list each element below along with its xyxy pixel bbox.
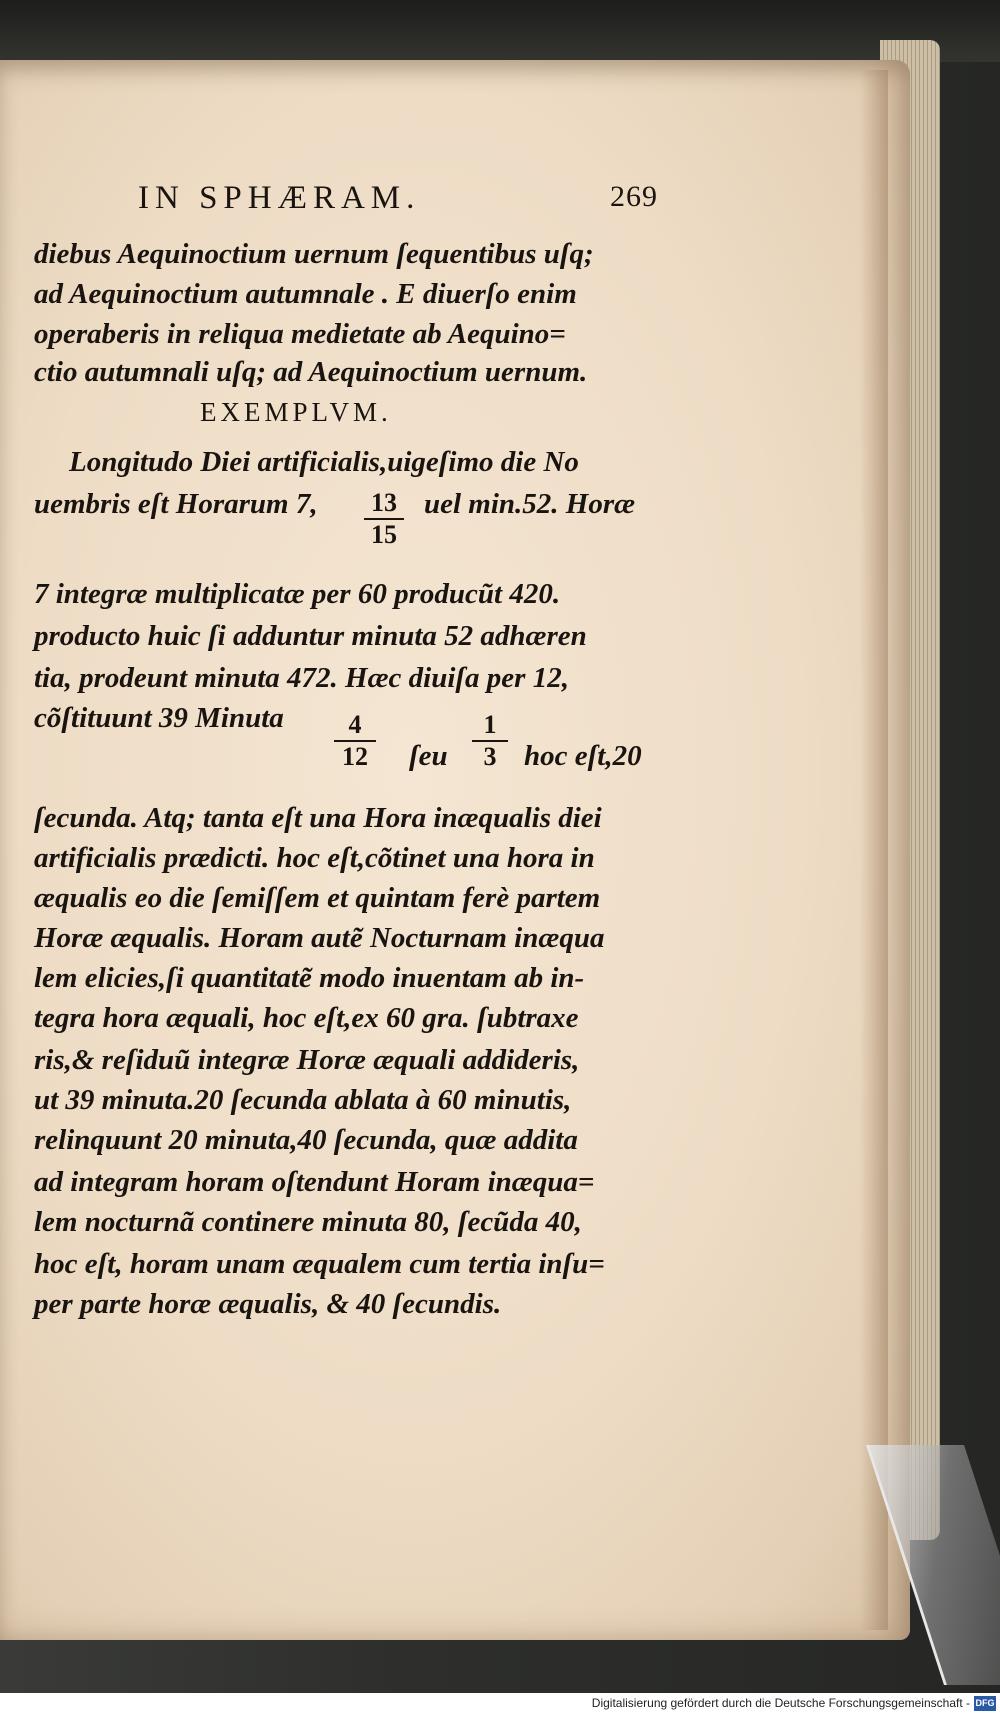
text-line: hoc eſt, horam unam æqualem cum tertia inſu=	[34, 1248, 605, 1280]
text-line: tia, prodeunt minuta 472. Hæc diuiſa per 12,	[34, 662, 569, 694]
text-line: ut 39 minuta.20 ſecunda ablata à 60 minutis,	[34, 1084, 572, 1116]
section-heading: EXEMPLVM.	[200, 397, 392, 427]
fraction-numerator: 13	[371, 488, 397, 517]
text-line: ctio autumnali uſq; ad Aequinoctium uernum.	[34, 356, 588, 388]
text-line: producto huic ſi adduntur minuta 52 adhæren	[34, 620, 587, 652]
fraction-4-12	[334, 712, 376, 770]
text-line: tegra hora æquali, hoc eſt,ex 60 gra. ſubtraxe	[34, 1002, 579, 1034]
text-line: Longitudo Diei artificialis,uigeſimo die No	[69, 446, 579, 478]
text-line: lem elicies,ſi quantitatẽ modo inuentam ab in-	[34, 962, 585, 994]
fraction-numerator: 1	[483, 710, 497, 739]
text-line: 7 integræ multiplicatæ per 60 producũt 420.	[34, 578, 561, 610]
page-shadow	[860, 70, 888, 1630]
text-line: ſecunda. Atq; tanta eſt una Hora inæqualis diei	[34, 802, 602, 834]
text-line: diebus Aequinoctium uernum ſequentibus uſq;	[34, 238, 594, 270]
footer-bar	[0, 1693, 1000, 1715]
footer-credit: Digitalisierung gefördert durch die Deutsche Forschungsgemeinschaft -	[591, 1696, 970, 1710]
text-line: per parte horæ æqualis, & 40 ſecundis.	[34, 1288, 502, 1320]
text-line: hoc eſt,20	[524, 740, 642, 772]
text-line: uel min.52. Horæ	[424, 488, 636, 520]
text-line: ad Aequinoctium autumnale . E diuerſo enim	[34, 278, 577, 310]
text-line: relinquunt 20 minuta,40 ſecunda, quæ addita	[34, 1124, 578, 1156]
dfg-logo-icon: DFG	[974, 1696, 996, 1711]
fraction-13-15	[364, 490, 404, 548]
text-line: lem nocturnã continere minuta 80, ſecũda 40,	[34, 1206, 582, 1238]
scanner-top-edge	[0, 0, 1000, 62]
text-line: æqualis eo die ſemiſſem et quintam ferè partem	[34, 882, 601, 914]
text-line: ad integram horam oſtendunt Horam inæqua=	[34, 1166, 595, 1198]
text-line: cõſtituunt 39 Minuta	[34, 702, 284, 734]
fraction-denominator: 12	[342, 742, 368, 771]
text-line: ris,& reſiduũ integræ Horæ æquali addideris,	[34, 1044, 580, 1076]
fraction-1-3	[472, 712, 508, 770]
text-line: artificialis prædicti. hoc eſt,cõtinet una hora in	[34, 842, 595, 874]
fraction-numerator: 4	[348, 710, 362, 739]
running-title: IN SPHÆRAM.	[138, 180, 421, 216]
page-number: 269	[610, 180, 658, 213]
text-line: ſeu	[409, 740, 448, 772]
running-header	[138, 180, 658, 224]
text-line: operaberis in reliqua medietate ab Aequino=	[34, 318, 566, 350]
text-line: Horæ æqualis. Horam autẽ Nocturnam inæqua	[34, 922, 605, 954]
fraction-denominator: 3	[483, 742, 497, 771]
text-line: uembris eſt Horarum 7,	[34, 488, 318, 520]
fraction-denominator: 15	[371, 520, 397, 549]
